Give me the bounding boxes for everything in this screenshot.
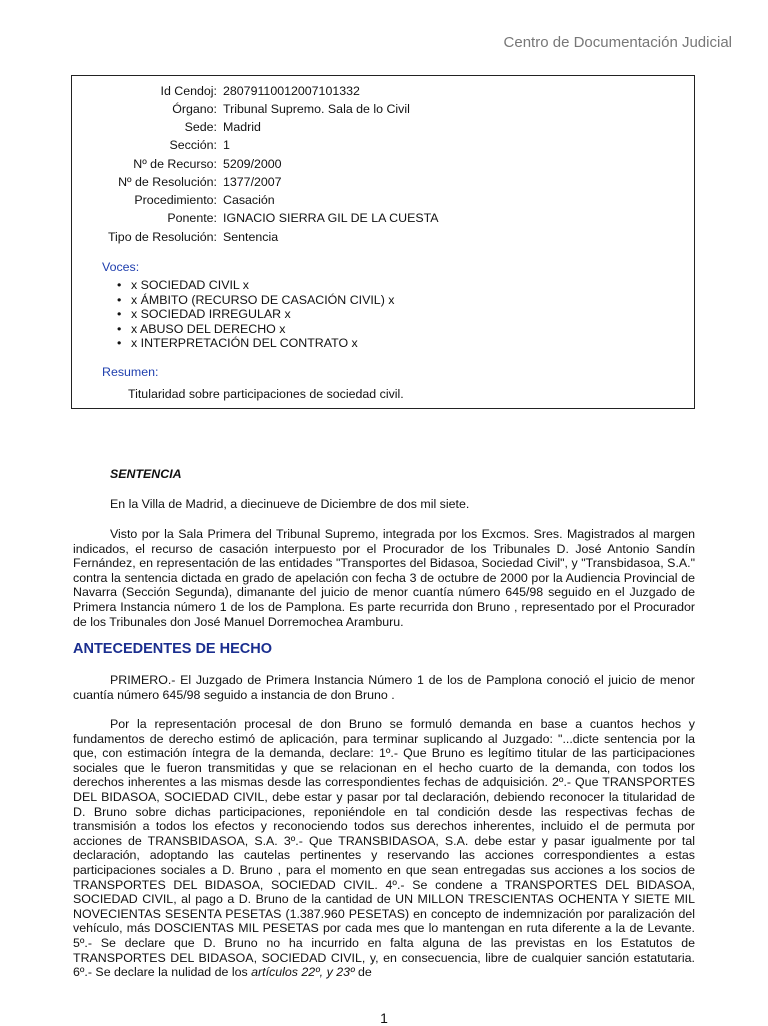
meta-label: Tipo de Resolución:: [107, 230, 217, 244]
voces-item: • x ÁMBITO (RECURSO DE CASACIÓN CIVIL) x: [114, 293, 394, 308]
meta-label: Id Cendoj:: [160, 84, 217, 98]
meta-value: IGNACIO SIERRA GIL DE LA CUESTA: [223, 211, 439, 225]
meta-value: 5209/2000: [223, 157, 282, 171]
demanda-paragraph: [73, 717, 695, 980]
voces-list: [114, 278, 394, 351]
meta-value: Madrid: [223, 120, 261, 134]
meta-label: Ponente:: [167, 211, 217, 225]
voces-item: • x SOCIEDAD IRREGULAR x: [114, 307, 394, 322]
intro-paragraph: En la Villa de Madrid, a diecinueve de Diciembre de dos mil siete.: [110, 497, 470, 511]
page-number: 1: [380, 1010, 388, 1026]
meta-label: Sede:: [184, 120, 217, 134]
voces-item: • x SOCIEDAD CIVIL x: [114, 278, 394, 293]
voces-label: Voces:: [102, 260, 140, 274]
meta-label: Nº de Resolución:: [118, 175, 217, 189]
meta-value: Casación: [223, 193, 275, 207]
meta-label: Sección:: [169, 138, 217, 152]
visto-paragraph: Visto por la Sala Primera del Tribunal Supremo, integrada por los Excmos. Sres. Magistrados al margen indicados, el recurso de casación interpuesto por el Procurador de los Tribunales D. José Antonio Sandín Fernández, en representación de las entidades "Transportes del Bidasoa, Sociedad Civil", y "Transbidasoa, S.A." contra la sentencia dictada en grado de apelación con fecha 3 de octubre de 2000 por la Audiencia Provincial de Navarra (Sección Segunda), dimanante del juicio de menor cuantía número 645/98 seguido en el Juzgado de Primera Instancia número 1 de los de Pamplona. Es parte recurrida don Bruno , representado por el Procurador de los Tribunales don José Manuel Dorremochea Aramburu.: [73, 527, 695, 629]
resumen-text: Titularidad sobre participaciones de sociedad civil.: [128, 387, 404, 401]
voces-item: • x ABUSO DEL DERECHO x: [114, 322, 394, 337]
demanda-text: Por la representación procesal de don Bruno se formuló demanda en base a cuantos hechos y fundamentos de derecho estimó de aplicación, para terminar suplicando al Juzgado: "...dicte sentencia por la que, con estimación íntegra de la demanda, declare: 1º.- Que Bruno es legítimo titular de las participaciones sociales que le fueron transmitidas y que se relacionan en el hecho cuarto de la demanda, con todos los derechos inherentes a las mismas desde las correspondientes fechas de adquisición. 2º.- Que TRANSPORTES DEL BIDASOA, SOCIEDAD CIVIL, debe estar y pasar por tal declaración, debiendo reconocer la titularidad de D. Bruno sobre dichas participaciones, reponiéndole en tal condición desde las respectivas fechas de transmisión a todos los efectos y reconociendo todos sus derechos inherentes, incluido el de permuta por acciones de TRANSBIDASOA, S.A. 3º.- Que TRANSBIDASOA, S.A. debe estar y pasar igualmente por tal declaración, adoptando las cautelas pertinentes y reservando las acciones correspondientes a estas participaciones sociales a D. Bruno , para el momento en que sean entregadas sus acciones a los socios de TRANSPORTES DEL BIDASOA, SOCIEDAD CIVIL. 4º.- Se condene a TRANSPORTES DEL BIDASOA, SOCIEDAD CIVIL, al pago a D. Bruno de la cantidad de UN MILLON TRESCIENTAS OCHENTA Y SIETE MIL NOVECIENTAS SESENTA PESETAS (1.387.960 PESETAS) en concepto de indemnización por paralización del vehículo, más DOSCIENTAS MIL PESETAS por cada mes que lo mantengan en ruta diferente a la de Levante. 5º.- Se declare que D. Bruno no ha incurrido en falta alguna de las previstas en los Estatutos de TRANSPORTES DEL BIDASOA, SOCIEDAD CIVIL, y, en consecuencia, libre de cualquier sanción estatutaria. 6º.- Se declare la nulidad de los: [73, 717, 695, 980]
section-heading: ANTECEDENTES DE HECHO: [73, 641, 272, 657]
site-title: Centro de Documentación Judicial: [503, 34, 732, 51]
demanda-tail-text: de: [354, 965, 372, 980]
meta-value: 28079110012007101332: [223, 84, 360, 98]
demanda-italic-text: artículos 22º, y 23º: [251, 965, 355, 980]
meta-value: 1377/2007: [223, 175, 282, 189]
metadata-box: [71, 75, 695, 409]
voces-item: • x INTERPRETACIÓN DEL CONTRATO x: [114, 336, 394, 351]
meta-label: Nº de Recurso:: [133, 157, 217, 171]
meta-value: Sentencia: [223, 230, 279, 244]
document-title: SENTENCIA: [110, 467, 182, 481]
resumen-label: Resumen:: [102, 365, 159, 379]
meta-value: Tribunal Supremo. Sala de lo Civil: [223, 102, 410, 116]
primero-paragraph: PRIMERO.- El Juzgado de Primera Instancia Número 1 de los de Pamplona conoció el juicio de menor cuantía número 645/98 seguido a instancia de don Bruno .: [73, 673, 695, 702]
meta-value: 1: [223, 138, 230, 152]
meta-label: Órgano:: [172, 102, 217, 116]
meta-label: Procedimiento:: [134, 193, 217, 207]
